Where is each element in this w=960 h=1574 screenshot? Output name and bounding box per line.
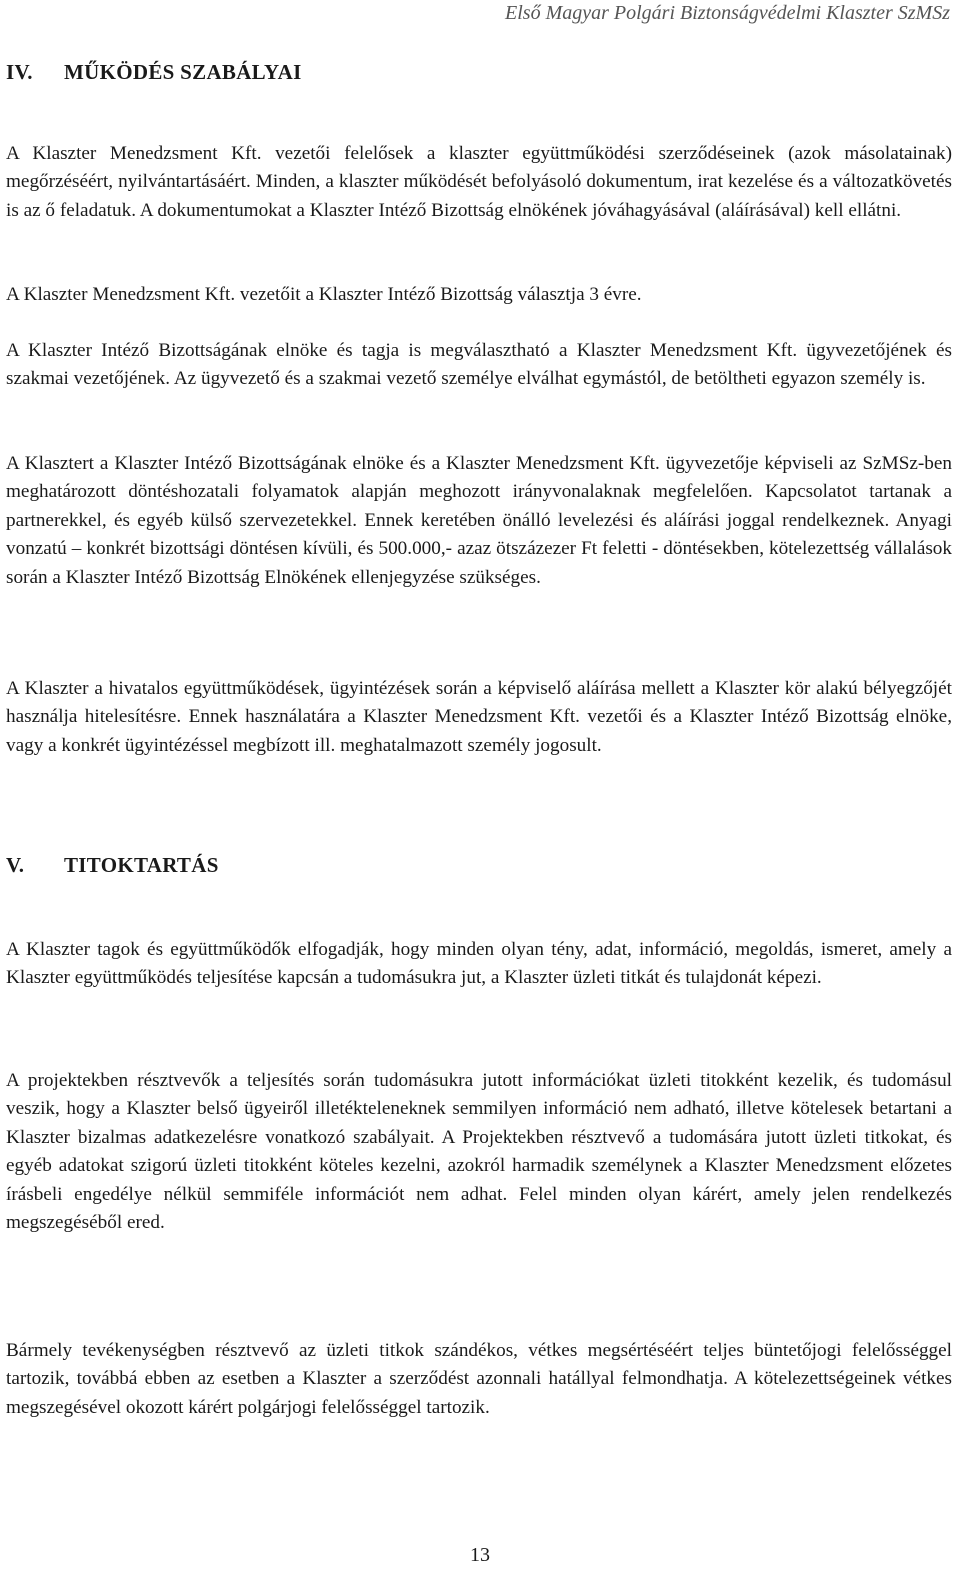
paragraph: Bármely tevékenységben résztvevő az üzleti titkok szándékos, vétkes megsértéséért teljes büntetőjogi felelősséggel tartozik, továbbá ebben az esetben a Klaszter a szerződést azonnali hatállyal felmondhatja. A kötelezettségeinek vétkes megszegésével okozott kárért polgárjogi felelősséggel tartozik. — [6, 1340, 952, 1418]
section-number: V. — [6, 853, 25, 877]
paragraph: A Klaszter tagok és együttműködők elfogadják, hogy minden olyan tény, adat, információ, megoldás, ismeret, amely a Klaszter együttműködés teljesítése kapcsán a tudomásukra jut, a Klaszter üzleti titkát és tulajdonát képezi. — [6, 939, 952, 989]
section-heading-v — [6, 853, 219, 878]
section-heading-iv — [6, 60, 302, 85]
page-number: 13 — [470, 1544, 490, 1566]
section-number: IV. — [6, 60, 33, 84]
paragraph: A Klaszter Menedzsment Kft. vezetőit a Klaszter Intéző Bizottság választja 3 évre. — [6, 284, 642, 305]
paragraph: A Klaszter a hivatalos együttműködések, ügyintézések során a képviselő aláírása mellett a Klaszter kör alakú bélyegzőjét használja hitelesítésre. Ennek használatára a Klaszter Menedzsment Kft. vezetői és a Klaszter Intéző Bizottság elnöke, vagy a konkrét ügyintézéssel megbízott ill. meghatalmazott személy jogosult. — [6, 678, 952, 756]
paragraph: A Klasztert a Klaszter Intéző Bizottságának elnöke és a Klaszter Menedzsment Kft. ügyvezetője képviseli az SzMSz-ben meghatározott döntéshozatali folyamatok alapján meghozott irányvonalaknak megfelelően. Kapcsolatot tartanak a partnerekkel, és egyéb külső szervezetekkel. Ennek keretében önálló levelezési és aláírási joggal rendelkeznek. Anyagi vonzatú – konkrét bizottsági döntésen kívüli, és 500.000,- azaz ötszázezer Ft feletti - döntésekben, kötelezettség vállalások során a Klaszter Intéző Bizottság Elnökének ellenjegyzése szükséges. — [6, 453, 952, 588]
running-header: Első Magyar Polgári Biztonságvédelmi Klaszter SzMSz — [505, 2, 950, 24]
section-title: MŰKÖDÉS SZABÁLYAI — [64, 60, 302, 84]
paragraph: A Klaszter Menedzsment Kft. vezetői felelősek a klaszter együttműködési szerződéseinek (azok másolatainak) megőrzéséért, nyilvántartásáért. Minden, a klaszter működését befolyásoló dokumentum, irat kezelése és a változatkövetés is az ő feladatuk. A dokumentumokat a Klaszter Intéző Bizottság elnökének jóváhagyásával (aláírásával) kell ellátni. — [6, 143, 952, 221]
paragraph: A Klaszter Intéző Bizottságának elnöke és tagja is megválasztható a Klaszter Menedzsment Kft. ügyvezetőjének és szakmai vezetőjének. Az ügyvezető és a szakmai vezető személye elválhat egymástól, de betöltheti egyazon személy is. — [6, 340, 952, 390]
paragraph: A projektekben résztvevők a teljesítés során tudomásukra jutott információkat üzleti titokként kezelik, és tudomásul veszik, hogy a Klaszter belső ügyeiről illetékteleneknek semmilyen információ nem adható, illetve kötelesek betartani a Klaszter bizalmas adatkezelésre vonatkozó szabályait. A Projektekben résztvevő a tudomására jutott üzleti titkokat, és egyéb adatokat szigorú üzleti titokként köteles kezelni, azokról harmadik személynek a Klaszter Menedzsment előzetes írásbeli engedélye nélkül semmiféle információt nem adhat. Felel minden olyan kárért, amely jelen rendelkezés megszegéséből ered. — [6, 1070, 952, 1234]
section-title: TITOKTARTÁS — [64, 853, 219, 877]
